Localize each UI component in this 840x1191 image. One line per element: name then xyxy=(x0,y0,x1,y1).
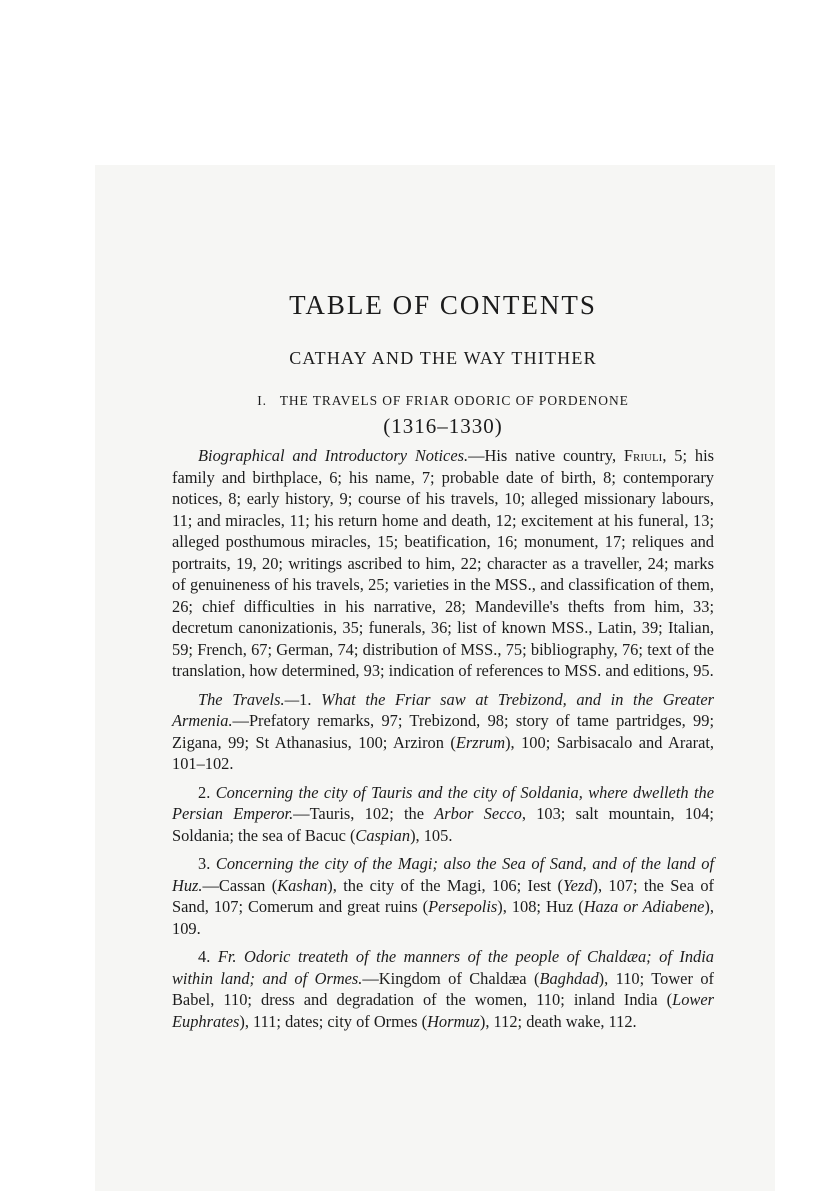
contents-entry-1 xyxy=(172,689,714,775)
entry-text: —Tauris, 102; the xyxy=(293,804,435,823)
entry-number: 4. xyxy=(198,947,218,966)
entry-text: , 103; salt mountain, 104; Soldania; the sea of Bacuc ( xyxy=(172,804,714,845)
entry-title: Concerning the city of the Magi; also the Sea of Sand, and of the land of Huz. xyxy=(172,854,715,895)
entry-italic: Hormuz xyxy=(427,1011,480,1031)
entry-title: Fr. Odoric treateth of the manners of the people of Chaldæa; of India within land; and of Ormes. xyxy=(172,947,714,988)
entry-lead: The Travels.— xyxy=(198,689,300,709)
section-title: THE TRAVELS OF FRIAR ODORIC OF PORDENONE xyxy=(279,393,629,408)
intro-dash: —His native country, xyxy=(468,446,624,465)
intro-text: , 5; his family and birthplace, 6; his name, 7; probable date of birth, 8; contemporary notices, 8; early history, 9; course of his travels, 10; alleged missionary labours, 11; and miracles, 11; his return home and death, 12; excitement at his funeral, 13; alleged posthumous miracles, 15; beatification, 16; monument, 17; reliques and portraits, 19, 20; writings ascribed to him, 22; character as a traveller, 24; marks of genuineness of his travels, 25; varieties in the MSS., and classification of them, 26; chief difficulties in his narrative, 28; Mandeville's thefts from him, 33; decretum canonizationis, 35; funerals, 36; list of known MSS., Latin, 39; Italian, 59; French, 67; German, 74; distribution of MSS., 75; bibliography, 76; text of the translation, how determined, 93; indication of references to MSS. and editions, 95. xyxy=(172,446,714,680)
intro-paragraph xyxy=(172,445,714,682)
intro-place: Friuli xyxy=(623,446,663,465)
entry-title: What the Friar saw at Trebizond, and in the Greater Armenia. xyxy=(172,689,714,730)
entry-text: —Cassan ( xyxy=(202,875,278,895)
entry-text: —Prefatory remarks, 97; Trebizond, 98; story of tame partridges, 99; Zigana, 99; St Athanasius, 100; Arziron ( xyxy=(172,711,714,752)
entry-text: ), 108; Huz ( xyxy=(497,897,584,916)
entry-italic: Lower Euphrates xyxy=(172,990,714,1031)
entry-italic: Caspian xyxy=(355,825,411,845)
section-dates: (1316–1330) xyxy=(383,414,503,438)
entry-number: 2. xyxy=(198,782,216,802)
entry-italic: Haza or Adiabene xyxy=(583,897,705,916)
entry-text: ), 111; dates; city of Ormes ( xyxy=(239,1011,428,1031)
entry-italic: Erzrum xyxy=(455,732,506,752)
entry-italic: Persepolis xyxy=(428,897,498,916)
entry-text: ), the city of the Magi, 106; Iest ( xyxy=(327,875,564,895)
contents-entry-2 xyxy=(172,782,714,847)
entry-text: —Kingdom of Chaldæa ( xyxy=(362,968,540,988)
contents-text xyxy=(172,290,714,1032)
section-number: I. xyxy=(257,393,267,408)
entry-text: ), 105. xyxy=(410,825,453,845)
section-heading xyxy=(172,393,714,409)
contents-entry-3 xyxy=(172,853,714,939)
entry-text: ), 107; the Sea of Sand, 107; Comerum and great ruins ( xyxy=(172,875,714,916)
entry-italic: Baghdad xyxy=(539,968,599,988)
book-subtitle: CATHAY AND THE WAY THITHER xyxy=(289,348,597,368)
intro-title: Biographical and Introductory Notices. xyxy=(198,446,469,465)
entry-number: 3. xyxy=(198,854,216,873)
entry-title: Concerning the city of Tauris and the city of Soldania, where dwelleth the Persian Emperor. xyxy=(172,782,715,823)
entry-italic: Kashan xyxy=(277,875,328,895)
contents-entry-4 xyxy=(172,946,714,1032)
entry-text: ), 100; Sarbisacalo and Ararat, 101–102. xyxy=(172,732,714,773)
entry-number: 1. xyxy=(299,689,322,709)
page-title: TABLE OF CONTENTS xyxy=(289,290,597,320)
entry-italic: Arbor Secco xyxy=(434,804,522,823)
entry-text: ), 112; death wake, 112. xyxy=(479,1011,637,1031)
entry-text: ), 109. xyxy=(172,897,714,938)
entry-italic: Yezd xyxy=(563,875,593,895)
entry-text: ), 110; Tower of Babel, 110; dress and degradation of the women, 110; inland India ( xyxy=(172,968,714,1009)
